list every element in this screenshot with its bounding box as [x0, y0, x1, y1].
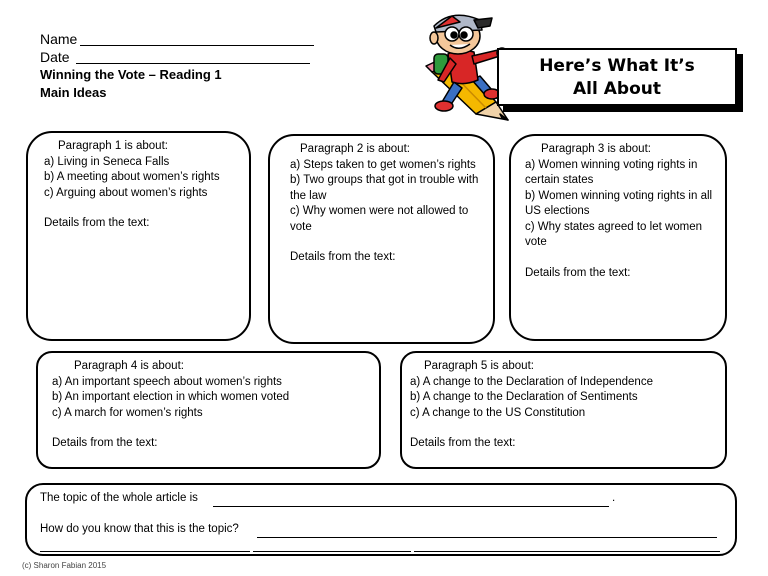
how-answer-line-1[interactable]	[257, 537, 717, 538]
paragraph-4-box[interactable]	[36, 351, 381, 469]
how-question: How do you know that this is the topic?	[40, 523, 239, 535]
title-line-1: Here’s What It’s	[539, 56, 695, 76]
paragraph-4-option-c: c) A march for women’s rights	[52, 406, 203, 419]
paragraph-1-box[interactable]	[26, 131, 251, 341]
date-field[interactable]	[76, 63, 310, 64]
paragraph-2-option-c: c) Why women were not allowed to vote	[290, 205, 469, 233]
topic-box	[25, 483, 737, 556]
paragraph-3-option-a: a) Women winning voting rights in certain states	[525, 158, 698, 186]
paragraph-5-box[interactable]	[400, 351, 727, 469]
paragraph-3-details-label: Details from the text:	[525, 266, 631, 279]
paragraph-3-option-b: b) Women winning voting rights in all US elections	[525, 189, 713, 217]
topic-period: .	[612, 492, 616, 504]
how-answer-line-2b[interactable]	[253, 551, 411, 552]
paragraph-5-option-a: a) A change to the Declaration of Independence	[410, 375, 653, 388]
copyright-text: (c) Sharon Fabian 2015	[22, 561, 107, 570]
name-field[interactable]	[80, 45, 314, 46]
paragraph-2-option-a: a) Steps taken to get women’s rights	[290, 158, 476, 171]
topic-answer-line[interactable]	[213, 506, 609, 507]
how-answer-line-2c[interactable]	[414, 551, 720, 552]
paragraph-1-option-b: b) A meeting about women’s rights	[44, 171, 220, 183]
paragraph-5-option-c: c) A change to the US Constitution	[410, 406, 586, 419]
paragraph-2-details-label: Details from the text:	[290, 251, 396, 263]
paragraph-3-title: Paragraph 3 is about:	[541, 143, 651, 155]
title-box	[497, 48, 737, 106]
how-answer-line-2a[interactable]	[40, 551, 250, 552]
paragraph-4-option-a: a) An important speech about women’s rights	[52, 375, 282, 388]
paragraph-4-details-label: Details from the text:	[52, 437, 158, 449]
paragraph-1-title: Paragraph 1 is about:	[58, 140, 168, 152]
main-ideas-heading: Main Ideas	[40, 85, 107, 100]
paragraph-1-option-c: c) Arguing about women’s rights	[44, 186, 208, 199]
paragraph-2-option-b: b) Two groups that got in trouble with the law	[290, 174, 479, 202]
name-label: Name	[40, 31, 78, 47]
paragraph-5-title: Paragraph 5 is about:	[424, 360, 534, 372]
paragraph-1-option-a: a) Living in Seneca Falls	[44, 155, 170, 168]
paragraph-5-option-b: b) A change to the Declaration of Sentiments	[410, 391, 638, 403]
title-line-2: All About	[573, 79, 661, 99]
date-label: Date	[40, 49, 70, 65]
paragraph-5-details-label: Details from the text:	[410, 437, 516, 449]
paragraph-4-title: Paragraph 4 is about:	[74, 360, 184, 372]
paragraph-2-title: Paragraph 2 is about:	[300, 143, 410, 155]
paragraph-4-option-b: b) An important election in which women voted	[52, 391, 290, 403]
paragraph-2-box[interactable]	[268, 134, 495, 344]
paragraph-1-details-label: Details from the text:	[44, 217, 150, 229]
paragraph-3-option-c: c) Why states agreed to let women vote	[525, 220, 703, 248]
paragraph-3-box[interactable]	[509, 134, 727, 341]
reading-subtitle: Winning the Vote – Reading 1	[40, 67, 222, 82]
topic-question: The topic of the whole article is	[40, 492, 198, 504]
